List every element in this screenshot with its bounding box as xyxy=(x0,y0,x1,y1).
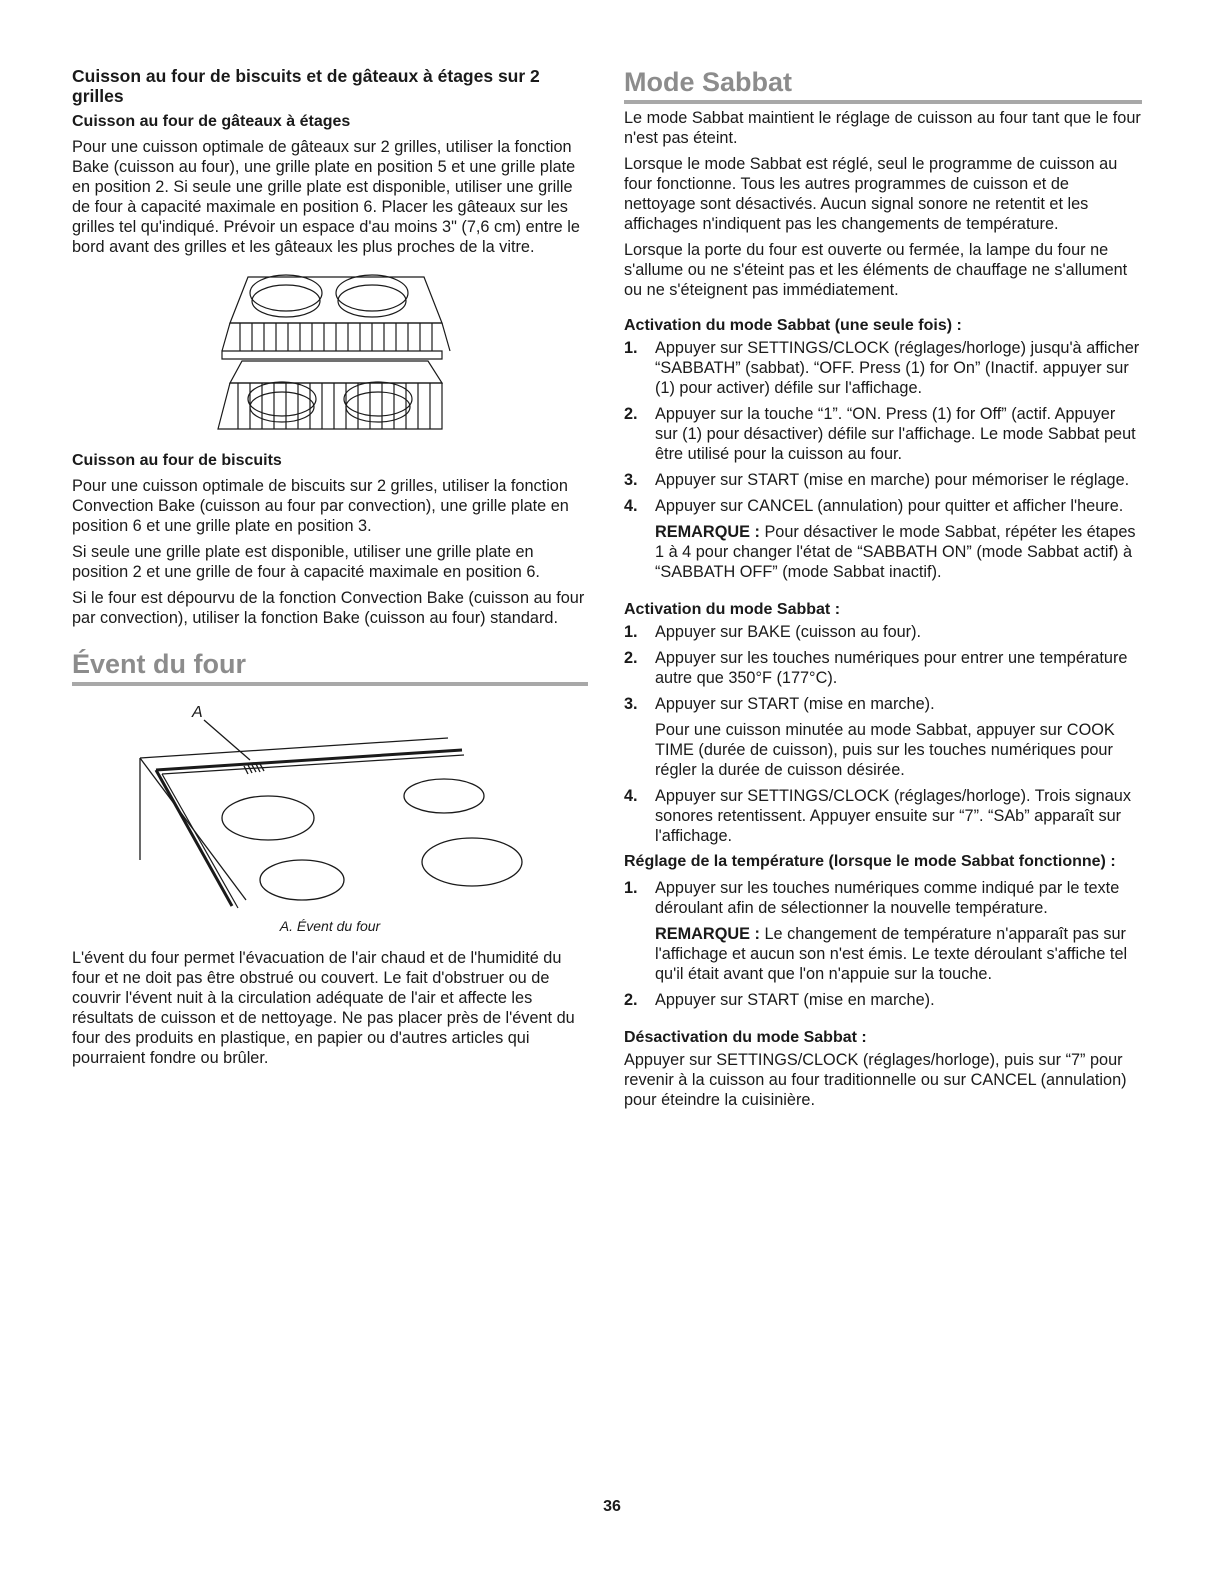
subheading-activation: Activation du mode Sabbat : xyxy=(624,601,841,618)
subheading-cookies: Cuisson au four de biscuits xyxy=(72,452,282,469)
note-temperature: REMARQUE : Le changement de température n'apparaît pas sur l'affichage et aucun son n'est émis. Le texte déroulant s'affiche tel qu'il était avant que l'on n'appuie sur la touche. xyxy=(655,925,1128,983)
steps-temperature xyxy=(624,878,1142,1010)
paragraph-sabbath-1: Le mode Sabbat maintient le réglage de cuisson au four tant que le four n'est pas éteint. xyxy=(624,109,1141,147)
left-column xyxy=(72,66,588,1074)
page-number: 36 xyxy=(603,1498,621,1515)
step-item: 2. Appuyer sur la touche “1”. “ON. Press (1) for Off” (actif. Appuyer sur (1) pour désactiver) défile sur l'affichage. Le mode Sabbat peut être utilisé pour la cuisson au four. xyxy=(624,405,1136,463)
callout-label-a: A xyxy=(192,704,203,721)
burner-front-left xyxy=(222,796,314,840)
step-item: 1. Appuyer sur BAKE (cuisson au four). xyxy=(624,623,922,641)
step-item: 4. Appuyer sur CANCEL (annulation) pour quitter et afficher l'heure. REMARQUE : Pour désactiver le mode Sabbat, répéter les étapes 1 à 4 pour changer l'état de “SABBATH ON” (mode Sabbat actif) à “SABBATH OFF” (mode Sabbat inactif). xyxy=(624,496,1142,582)
paragraph-cookies-1: Pour une cuisson optimale de biscuits sur 2 grilles, utiliser la fonction Convection Bake (cuisson au four par convection), une grille plate en position 6 et une grille plate en position 3. xyxy=(72,477,569,535)
figure-caption-vent: A. Évent du four xyxy=(279,918,381,934)
rack-cakes-illustration xyxy=(72,271,588,441)
step-item: 1. Appuyer sur les touches numériques comme indiqué par le texte déroulant afin de sélectionner la nouvelle température. REMARQUE : Le changement de température n'apparaît pas sur l'affichage et aucun son n'est émis. Le texte déroulant s'affiche tel qu'il était avant que l'on n'appuie sur la touche. xyxy=(624,878,1142,984)
paragraph-oven-vent: L'évent du four permet l'évacuation de l'air chaud et de l'humidité du four et ne doit pas être obstrué ou couvert. Le fait d'obstruer ou de couvrir l'évent nuit à la circulation adéquate de l'air et affecte les résultats de cuisson et de nettoyage. Ne pas placer près de l'évent du four des produits en plastique, en papier ou d'autres articles qui pourraient fondre ou brûler. xyxy=(72,949,575,1067)
paragraph-cookies-2: Si seule une grille plate est disponible, utiliser une grille plate en position 2 et une grille de four à capacité maximale en position 6. xyxy=(72,543,540,581)
step-item: 2. Appuyer sur START (mise en marche). xyxy=(624,991,935,1009)
burner-front-center xyxy=(260,860,344,900)
note-deactivate: REMARQUE : Pour désactiver le mode Sabbat, répéter les étapes 1 à 4 pour changer l'état de “SABBATH ON” (mode Sabbat actif) à “SABBATH OFF” (mode Sabbat inactif). xyxy=(655,523,1136,581)
burner-front-right xyxy=(422,838,522,886)
paragraph-deactivation: Appuyer sur SETTINGS/CLOCK (réglages/horloge), puis sur “7” pour revenir à la cuisson au four traditionnelle ou sur CANCEL (annulation) pour éteindre la cuisinière. xyxy=(624,1051,1127,1109)
lower-rack-wires xyxy=(238,383,430,429)
step-item: 4. Appuyer sur SETTINGS/CLOCK (réglages/horloge). Trois signaux sonores retentissent. Appuyer ensuite sur “7”. “SAb” apparaît sur l'affichage. xyxy=(624,787,1131,845)
paragraph-sabbath-2: Lorsque le mode Sabbat est réglé, seul le programme de cuisson au four fonctionne. Tous les autres programmes de cuisson et de nettoyage sont désactivés. Aucun signal sonore ne retentit et les affichages n'indiquent pas les changements de température. xyxy=(624,155,1118,233)
step-item: 3. Appuyer sur START (mise en marche). Pour une cuisson minutée au mode Sabbat, appuyer sur COOK TIME (durée de cuisson), puis sur les touches numériques pour régler la durée de cuisson désirée. xyxy=(624,694,1142,780)
paragraph-cookies-3: Si le four est dépourvu de la fonction Convection Bake (cuisson au four par convection), utiliser la fonction Bake (cuisson au four) standard. xyxy=(72,589,585,627)
subheading-deactivation: Désactivation du mode Sabbat : xyxy=(624,1029,867,1046)
subheading-temperature-adjust: Réglage de la température (lorsque le mode Sabbat fonctionne) : xyxy=(624,853,1116,870)
subheading-layer-cakes: Cuisson au four de gâteaux à étages xyxy=(72,113,351,130)
cooktop-vent-illustration xyxy=(72,694,588,914)
subheading-activation-once: Activation du mode Sabbat (une seule fois) : xyxy=(624,317,962,334)
step-item: 3. Appuyer sur START (mise en marche) pour mémoriser le réglage. xyxy=(624,471,1130,489)
section-heading-two-rack-baking: Cuisson au four de biscuits et de gâteaux à étages sur 2 grilles xyxy=(72,66,540,106)
section-title-oven-vent: Évent du four xyxy=(72,648,588,686)
step-item: 2. Appuyer sur les touches numériques pour entrer une température autre que 350°F (177°C). xyxy=(624,649,1128,687)
step-item: 1. Appuyer sur SETTINGS/CLOCK (réglages/horloge) jusqu'à afficher “SABBATH” (sabbat). “OFF. Press (1) for On” (Inactif. appuyer sur (1) pour activer) défile sur l'affichage. xyxy=(624,339,1140,397)
section-title-sabbath-mode: Mode Sabbat xyxy=(624,66,1142,104)
steps-activation-once xyxy=(624,338,1142,582)
paragraph-sabbath-3: Lorsque la porte du four est ouverte ou fermée, la lampe du four ne s'allume ou ne s'éteint pas et les éléments de chauffage ne s'allument ou ne s'éteignent pas immédiatement. xyxy=(624,241,1128,299)
upper-rack-wires xyxy=(240,323,432,351)
note-timed-sabbath: Pour une cuisson minutée au mode Sabbat, appuyer sur COOK TIME (durée de cuisson), puis sur les touches numériques pour régler la durée de cuisson désirée. xyxy=(655,721,1115,779)
right-column xyxy=(624,66,1142,1116)
oven-vent-figure xyxy=(72,694,588,914)
steps-activation xyxy=(624,622,1142,846)
paragraph-layer-cakes: Pour une cuisson optimale de gâteaux sur 2 grilles, utiliser la fonction Bake (cuisson au four), une grille plate en position 5 et une grille plate en position 2. Si seule une grille plate est disponible, utiliser une grille de four à capacité maximale en position 6. Placer les gâteaux sur les grilles tel qu'indiqué. Prévoir un espace d'au moins 3" (7,6 cm) entre le bord avant des grilles et les gâteaux les plus proches de la vitre. xyxy=(72,138,580,256)
burner-back-right xyxy=(404,779,484,813)
